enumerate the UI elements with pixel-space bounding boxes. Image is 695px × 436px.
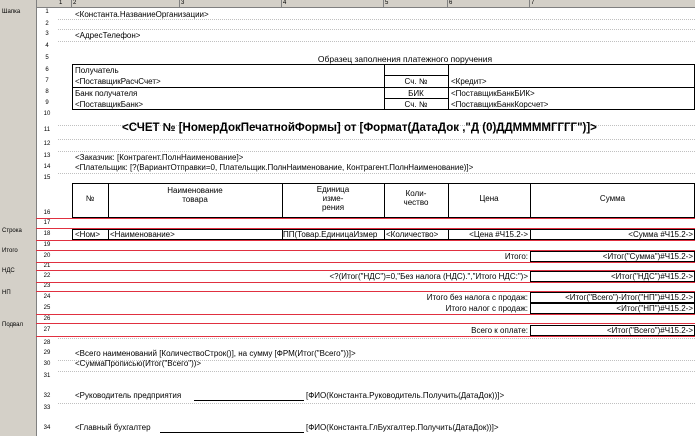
column-header-6[interactable]: 6 <box>448 0 530 7</box>
sum-words-cell[interactable]: <СуммаПрописью(Итог("Всего"))> <box>75 359 202 368</box>
row-number[interactable]: 30 <box>43 361 51 367</box>
row-name-cell[interactable]: <Наименование> <box>110 230 175 239</box>
grand-total-value-cell[interactable]: <Итог("Всего")#Ч15.2-> <box>606 326 693 335</box>
column-qty-header[interactable]: Коли- чество <box>403 189 429 207</box>
row-number[interactable]: 28 <box>43 340 51 346</box>
row-number[interactable]: 24 <box>43 294 51 300</box>
row-number[interactable]: 33 <box>43 405 51 411</box>
total-label-cell[interactable]: Итого: <box>504 252 528 261</box>
total-tax-value-cell[interactable]: <Итог("НП")#Ч15.2-> <box>616 304 693 313</box>
section-footer-label[interactable]: Подвал <box>2 322 23 328</box>
row-number[interactable]: 12 <box>43 141 51 147</box>
supplier-bank-bik-cell[interactable]: <ПоставщикБанкБИК> <box>451 89 535 98</box>
row-number[interactable]: 15 <box>43 175 51 181</box>
row-number[interactable]: 9 <box>45 100 49 106</box>
bank-details-divider <box>384 98 448 99</box>
director-value-cell[interactable]: [ФИО(Константа.Руководитель.Получить(ДатаДок))]> <box>306 391 505 400</box>
section-boundary-line <box>36 314 695 315</box>
director-label-cell[interactable]: <Руководитель предприятия <box>75 391 182 400</box>
grid-line <box>58 19 695 20</box>
total-no-tax-value-cell[interactable]: <Итог("Всего")-Итог("НП")#Ч15.2-> <box>565 293 693 302</box>
column-header-5[interactable]: 5 <box>384 0 448 7</box>
address-phone-cell[interactable]: <АдресТелефон> <box>75 31 141 40</box>
row-number[interactable]: 16 <box>43 210 51 216</box>
accountant-label-cell[interactable]: <Главный бухгалтер <box>75 423 151 432</box>
item-row-divider <box>384 229 385 240</box>
column-header-2[interactable]: 2 <box>72 0 180 7</box>
column-sum-header[interactable]: Сумма <box>599 194 626 203</box>
accountant-signature-line <box>160 432 304 433</box>
account-no-label[interactable]: Сч. № <box>404 77 428 86</box>
column-header-3[interactable]: 3 <box>180 0 282 7</box>
section-vat-label[interactable]: НДС <box>2 268 15 274</box>
row-number[interactable]: 21 <box>43 263 51 269</box>
section-row-label[interactable]: Строка <box>2 228 22 234</box>
row-number[interactable]: 6 <box>45 67 49 73</box>
grand-total-label-cell[interactable]: Всего к оплате: <box>471 326 528 335</box>
row-number[interactable]: 26 <box>43 316 51 322</box>
row-unit-cell[interactable]: ПП(Товар.ЕдиницаИзмер <box>283 230 378 239</box>
item-row-divider <box>108 229 109 240</box>
grid-line <box>58 151 695 152</box>
section-total-label[interactable]: Итого <box>2 248 18 254</box>
row-number[interactable]: 29 <box>43 350 51 356</box>
row-number[interactable]: 4 <box>45 43 49 49</box>
column-price-header[interactable]: Цена <box>479 194 499 203</box>
row-number[interactable]: 20 <box>43 253 51 259</box>
section-boundary-line <box>36 240 695 241</box>
section-boundary-line <box>36 262 695 263</box>
row-number[interactable]: 27 <box>43 327 51 333</box>
section-boundary-line <box>36 336 695 337</box>
customer-cell[interactable]: <Заказчик: [Контрагент.ПолнНаименование]> <box>75 153 244 162</box>
total-no-tax-label-cell[interactable]: Итого без налога с продаж: <box>426 293 528 302</box>
column-header-7[interactable]: 7 <box>531 0 535 6</box>
section-column <box>0 0 37 436</box>
recipient-label[interactable]: Получатель <box>75 66 119 75</box>
grid-line <box>58 41 695 42</box>
row-qty-cell[interactable]: <Количество> <box>386 230 439 239</box>
row-number[interactable]: 18 <box>43 231 51 237</box>
column-name-header[interactable]: Наименование товара <box>167 186 223 204</box>
credit-cell[interactable]: <Кредит> <box>451 77 487 86</box>
director-signature-line <box>194 400 304 401</box>
grid-line <box>58 139 695 140</box>
org-name-cell[interactable]: <Константа.НазваниеОрганизации> <box>75 10 209 19</box>
section-boundary-line <box>36 323 695 324</box>
row-number[interactable]: 25 <box>43 305 51 311</box>
supplier-bank-corr-cell[interactable]: <ПоставщикБанкКорсчет> <box>451 100 549 109</box>
row-price-cell[interactable]: <Цена #Ч15.2-> <box>469 230 528 239</box>
bank-details-divider <box>384 75 448 76</box>
total-tax-label-cell[interactable]: Итого налог с продаж: <box>445 304 528 313</box>
invoice-title-cell[interactable]: <СЧЕТ № [НомерДокПечатнойФормы] от [Формат(ДатаДок ,"Д (0)ДДММММГГГГ")]> <box>122 122 597 134</box>
row-number[interactable]: 3 <box>45 31 49 37</box>
grid-line <box>58 403 695 404</box>
row-number[interactable]: 34 <box>43 425 51 431</box>
row-number-cell[interactable]: <Ном> <box>75 230 101 239</box>
column-no-header[interactable]: № <box>85 194 95 203</box>
grid-line <box>58 338 695 339</box>
vat-label-cell[interactable]: <?(Итог("НДС")=0,"Без налога (НДС).","Итого НДС:")> <box>329 272 528 281</box>
corr-account-no-label[interactable]: Сч. № <box>404 100 428 109</box>
supplier-account-cell[interactable]: <ПоставщикРасчСчет> <box>75 77 161 86</box>
row-number[interactable]: 14 <box>43 164 51 170</box>
grid-line <box>58 173 695 174</box>
supplier-bank-cell[interactable]: <ПоставщикБанк> <box>75 100 143 109</box>
column-header-4[interactable]: 4 <box>282 0 384 7</box>
bik-label[interactable]: БИК <box>408 89 424 98</box>
accountant-value-cell[interactable]: [ФИО(Константа.ГлБухгалтер.Получить(ДатаДок))]> <box>306 423 499 432</box>
row-number[interactable]: 19 <box>43 242 51 248</box>
sample-title-cell[interactable]: Образец заполнения платежного поручения <box>317 54 493 64</box>
column-unit-header[interactable]: Единица изме- рения <box>316 185 350 212</box>
bank-recipient-label[interactable]: Банк получателя <box>75 89 138 98</box>
row-number[interactable]: 17 <box>43 220 51 226</box>
payer-cell[interactable]: <Плательщик: [?(ВариантОтправки=0, Плательщик.ПолнНаименование, Контрагент.ПолнНаименование)]> <box>75 163 474 172</box>
row-number[interactable]: 13 <box>43 153 51 159</box>
row-number[interactable]: 2 <box>45 21 49 27</box>
bank-details-divider <box>448 64 449 110</box>
row-number[interactable]: 32 <box>43 393 51 399</box>
column-header-1[interactable]: 1 <box>58 0 72 7</box>
row-sum-cell[interactable]: <Сумма #Ч15.2-> <box>628 230 693 239</box>
row-number[interactable]: 5 <box>45 55 49 61</box>
row-number[interactable]: 1 <box>45 9 49 15</box>
row-number[interactable]: 8 <box>45 89 49 95</box>
grid-line <box>58 371 695 372</box>
row-number[interactable]: 10 <box>43 111 51 117</box>
vat-value-cell[interactable]: <Итог("НДС")#Ч15.2-> <box>610 272 693 281</box>
row-number[interactable]: 31 <box>43 373 51 379</box>
section-tax-label[interactable]: НП <box>2 290 11 296</box>
items-count-cell[interactable]: <Всего наименований [КоличествоСтрок()], на сумму [ФРМ(Итог("Всего"))]> <box>75 349 356 358</box>
section-header-label[interactable]: Шапка <box>2 9 21 15</box>
section-boundary-line <box>36 282 695 283</box>
row-number[interactable]: 23 <box>43 283 51 289</box>
total-value-cell[interactable]: <Итог("Сумма")#Ч15.2-> <box>602 252 693 261</box>
row-number[interactable]: 11 <box>43 127 51 133</box>
row-number[interactable]: 22 <box>43 273 51 279</box>
section-boundary-line <box>36 218 695 219</box>
grid-line <box>58 29 695 30</box>
row-number[interactable]: 7 <box>45 78 49 84</box>
